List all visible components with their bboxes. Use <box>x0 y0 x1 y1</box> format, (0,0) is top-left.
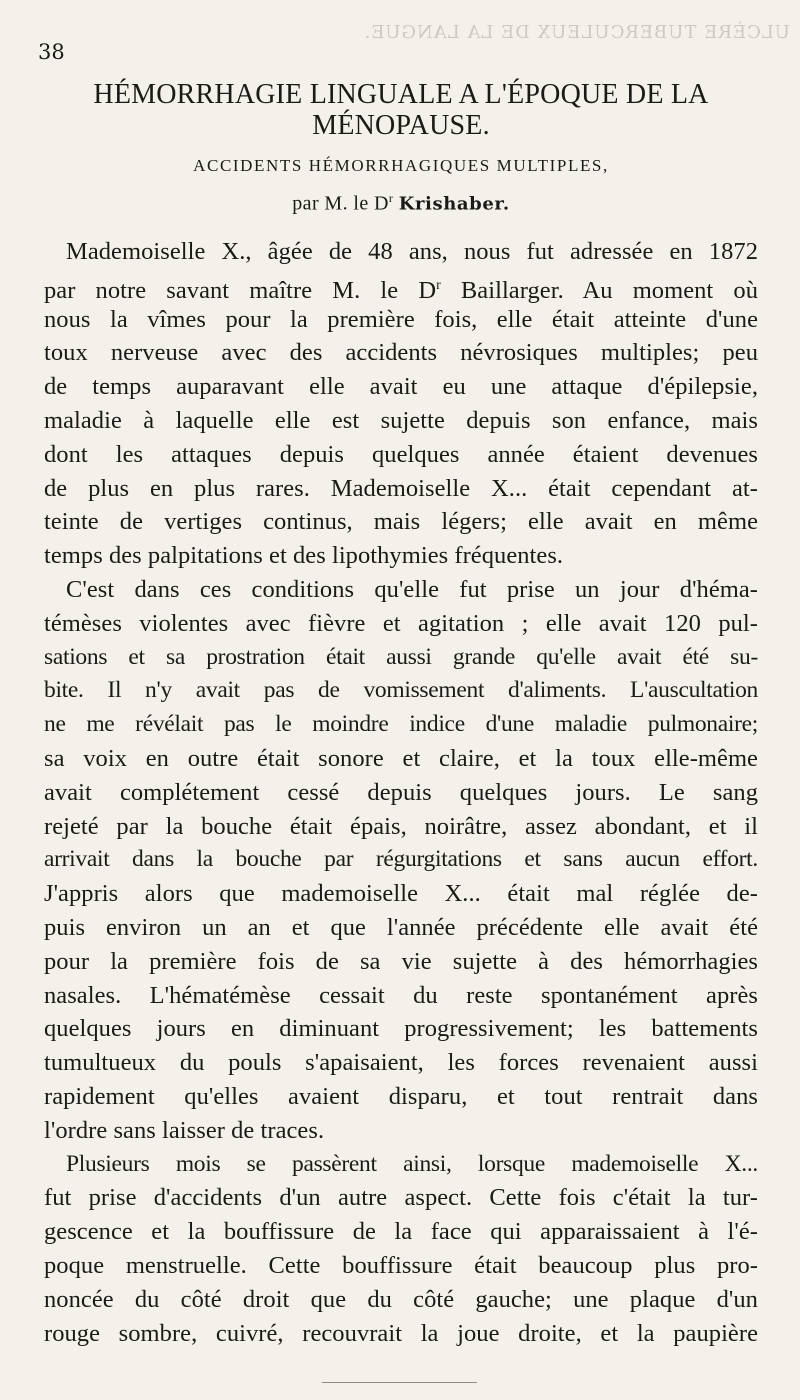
paragraph-3 <box>44 1148 758 1351</box>
page-number: 38 <box>38 40 65 64</box>
author-byline <box>40 186 762 217</box>
text-line: temps des palpitations et des lipothymies fréquentes. <box>44 542 564 570</box>
text-line: rouge sombre, cuivré, recouvrait la joue droite, et la paupière <box>44 1319 758 1347</box>
show-through-heading: ULCÈRE TUBERCULEUX DE LA LANGUE. <box>363 22 790 43</box>
text-line: toux nerveuse avec des accidents névrosiques multiples; peu <box>44 339 758 367</box>
text-line: sa voix en outre était sonore et claire, et la toux elle-même <box>44 744 758 772</box>
text-line: pour la première fois de sa vie sujette à des hémorrhagies <box>44 947 758 975</box>
text-line: sations et sa prostration était aussi grande qu'elle avait été su- <box>44 643 758 670</box>
text-line: Mademoiselle X., âgée de 48 ans, nous fut adressée en 1872 <box>66 238 758 265</box>
text-line: de plus en plus rares. Mademoiselle X... était cependant at- <box>44 474 758 502</box>
byline-prefix: par M. le D <box>292 192 389 215</box>
text-segment: Baillarger. Au moment où <box>440 276 759 304</box>
text-line: fut prise d'accidents d'un autre aspect. Cette fois c'était la tur- <box>44 1184 758 1212</box>
text-line: nasales. L'hématémèse cessait du reste spontanément après <box>44 981 758 1009</box>
superscript: r <box>436 277 441 293</box>
article-title-line-2: MÉNOPAUSE. <box>312 110 490 141</box>
text-line: J'appris alors que mademoiselle X... était mal réglée de- <box>44 880 758 908</box>
text-line: rapidement qu'elles avaient disparu, et tout rentrait dans <box>44 1082 758 1110</box>
author-name: Krishaber. <box>398 193 510 215</box>
text-line: C'est dans ces conditions qu'elle fut prise un jour d'héma- <box>66 575 758 603</box>
text-line: tumultueux du pouls s'apaisaient, les forces revenaient aussi <box>44 1049 758 1077</box>
text-line: maladie à laquelle elle est sujette depuis son enfance, mais <box>44 406 758 434</box>
text-line: rejeté par la bouche était épais, noirâtre, assez abondant, et il <box>44 812 758 840</box>
text-line: poque menstruelle. Cette bouffissure était beaucoup plus pro- <box>44 1251 758 1279</box>
text-line: ne me révélait pas le moindre indice d'une maladie pulmonaire; <box>44 711 758 738</box>
text-segment: par notre savant maître M. le D <box>44 276 437 304</box>
text-line <box>44 269 758 303</box>
article-title-line-1: HÉMORRHAGIE LINGUALE A L'ÉPOQUE DE LA <box>93 79 709 110</box>
text-line: gescence et la bouffissure de la face qui apparaissaient à l'é- <box>44 1218 758 1246</box>
text-line: avait complétement cessé depuis quelques jours. Le sang <box>44 778 758 806</box>
paragraph-1 <box>44 235 758 573</box>
byline-superscript: r <box>388 191 394 205</box>
article-subtitle: ACCIDENTS HÉMORRHAGIQUES MULTIPLES, <box>193 156 609 175</box>
text-line: teinte de vertiges continus, mais légers; elle avait en même <box>44 508 758 536</box>
text-line: quelques jours en diminuant progressivement; les battements <box>44 1015 758 1043</box>
paragraph-2 <box>44 573 758 1148</box>
text-line: puis environ un an et que l'année précédente elle avait été <box>44 913 758 941</box>
article-body <box>44 235 758 1350</box>
text-line: arrivait dans la bouche par régurgitations et sans aucun effort. <box>44 846 758 873</box>
footer-rule <box>322 1382 477 1383</box>
text-line: témèses violentes avec fièvre et agitation ; elle avait 120 pul- <box>44 609 758 637</box>
text-line: nous la vîmes pour la première fois, elle était atteinte d'une <box>44 305 758 333</box>
text-line: noncée du côté droit que du côté gauche; une plaque d'un <box>44 1285 758 1313</box>
text-line: Plusieurs mois se passèrent ainsi, lorsque mademoiselle X... <box>66 1150 758 1177</box>
text-line: bite. Il n'y avait pas de vomissement d'aliments. L'auscultation <box>44 677 758 704</box>
text-line: l'ordre sans laisser de traces. <box>44 1116 325 1144</box>
text-line: de temps auparavant elle avait eu une attaque d'épilepsie, <box>44 373 758 401</box>
text-line: dont les attaques depuis quelques année étaient devenues <box>44 440 758 468</box>
